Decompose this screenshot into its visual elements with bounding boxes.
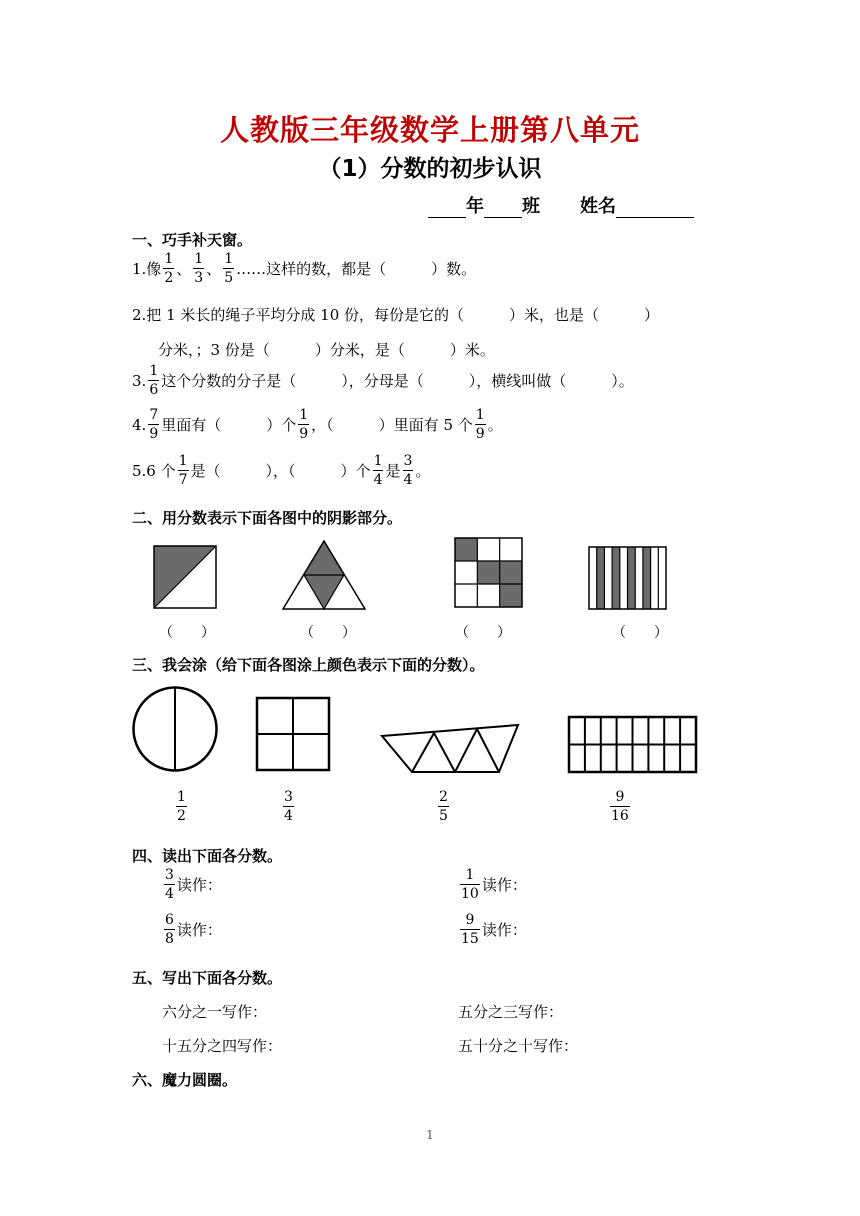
read-item-4 (458, 913, 527, 946)
section-1-heading: 一、巧手补天窗。 (132, 231, 253, 249)
fraction: $\frac{6}{8}$ (165, 912, 174, 947)
name-label: 姓名 (580, 196, 616, 217)
q4-suffix: 。 (487, 416, 503, 434)
q2-text-1: 2.把 1 米长的绳子平均分成 10 份，每份是它的（ ）米，也是（ ） (132, 306, 660, 324)
fraction: $\frac{1}{3}$ (194, 251, 204, 286)
fraction: $\frac{3}{4}$ (403, 453, 413, 488)
fraction: $\frac{1}{9}$ (299, 407, 309, 442)
year-blank[interactable] (428, 199, 466, 218)
name-blank[interactable] (616, 199, 694, 218)
q4-text: 里面有（ ）个 (161, 416, 297, 434)
read-answer[interactable]: 读作： (481, 876, 527, 894)
write-item-1[interactable]: 六分之一写作： (162, 1003, 268, 1021)
separator: 、 (176, 260, 192, 278)
grid-16[interactable] (568, 716, 697, 773)
question-2-line-1 (132, 304, 659, 325)
q3-prefix: 3. (132, 371, 147, 390)
section-5-heading: 五、写出下面各分数。 (132, 969, 283, 987)
q1-prefix: 1.像 (132, 260, 162, 278)
write-item-4[interactable]: 五十分之十写作： (458, 1037, 579, 1055)
q5-text: 是（ ），（ ）个 (190, 462, 371, 480)
question-3 (132, 364, 634, 397)
fraction: $\frac{1}{10}$ (461, 867, 479, 902)
year-label: 年 (466, 196, 484, 217)
read-answer[interactable]: 读作： (176, 921, 222, 939)
q5-suffix: 。 (415, 462, 431, 480)
class-label: 班 (522, 196, 540, 217)
square-quarters[interactable] (256, 697, 330, 771)
answer-blank-c[interactable]: （ ） (455, 625, 511, 641)
fraction: $\frac{1}{9}$ (475, 407, 485, 442)
target-fraction-a: $\frac{1}{2}$ (177, 789, 186, 824)
read-item-2 (458, 868, 527, 901)
target-fraction-b: $\frac{3}{4}$ (284, 789, 293, 824)
section-3-heading: 三、我会涂（给下面各图涂上颜色表示下面的分数）。 (132, 656, 485, 674)
section-6-heading: 六、魔力圆圈。 (132, 1071, 238, 1089)
fraction: $\frac{3}{4}$ (165, 867, 174, 902)
question-2-line-2 (158, 339, 495, 360)
answer-blank-d[interactable]: （ ） (612, 625, 668, 641)
fraction: $\frac{1}{4}$ (373, 453, 383, 488)
q3-suffix: 这个分数的分子是（ ），分母是（ ），横线叫做（ ）。 (161, 372, 634, 390)
target-fraction-d: $\frac{9}{16}$ (611, 789, 629, 824)
page-subtitle: （1）分数的初步认识 (318, 156, 542, 182)
page-number: 1 (426, 1128, 434, 1142)
write-item-3[interactable]: 十五分之四写作： (162, 1037, 283, 1055)
trapezoid-triangles[interactable] (381, 724, 519, 774)
section-2-heading: 二、用分数表示下面各图中的阴影部分。 (132, 509, 403, 527)
fraction: $\frac{9}{15}$ (461, 912, 479, 947)
answer-blank-b[interactable]: （ ） (300, 625, 356, 641)
q4-prefix: 4. (132, 415, 147, 434)
question-4 (132, 408, 503, 441)
fraction: $\frac{1}{7}$ (178, 453, 188, 488)
fraction: $\frac{1}{2}$ (164, 251, 174, 286)
shaded-square-diagonal (154, 546, 216, 608)
circle-halves[interactable] (132, 686, 218, 772)
shaded-strips (589, 547, 666, 609)
shaded-triangle (283, 541, 365, 609)
fraction: $\frac{1}{5}$ (224, 251, 234, 286)
q4-text: ，（ ）里面有 5 个 (311, 416, 473, 434)
q5-prefix: 5.6 个 (132, 462, 176, 480)
shaded-grid-3x3 (455, 538, 522, 607)
separator: 、 (206, 260, 222, 278)
section-4-heading: 四、读出下面各分数。 (132, 847, 283, 865)
class-blank[interactable] (484, 199, 522, 218)
write-item-2[interactable]: 五分之三写作： (458, 1003, 564, 1021)
answer-blank-a[interactable]: （ ） (159, 625, 215, 641)
fraction: $\frac{7}{9}$ (149, 407, 159, 442)
read-answer[interactable]: 读作： (176, 876, 222, 894)
fraction: $\frac{1}{6}$ (149, 363, 159, 398)
q1-suffix: ……这样的数，都是（ ）数。 (236, 260, 477, 278)
read-answer[interactable]: 读作： (481, 921, 527, 939)
question-1 (132, 252, 476, 285)
q5-text: 是 (385, 462, 401, 480)
q2-text-2: 分米，；3 份是（ ）分米，是（ ）米。 (158, 341, 495, 359)
read-item-1 (162, 868, 222, 901)
target-fraction-c: $\frac{2}{5}$ (439, 789, 448, 824)
question-5 (132, 454, 430, 487)
page-title: 人教版三年级数学上册第八单元 (219, 113, 640, 147)
read-item-3 (162, 913, 222, 946)
student-info (428, 192, 694, 218)
